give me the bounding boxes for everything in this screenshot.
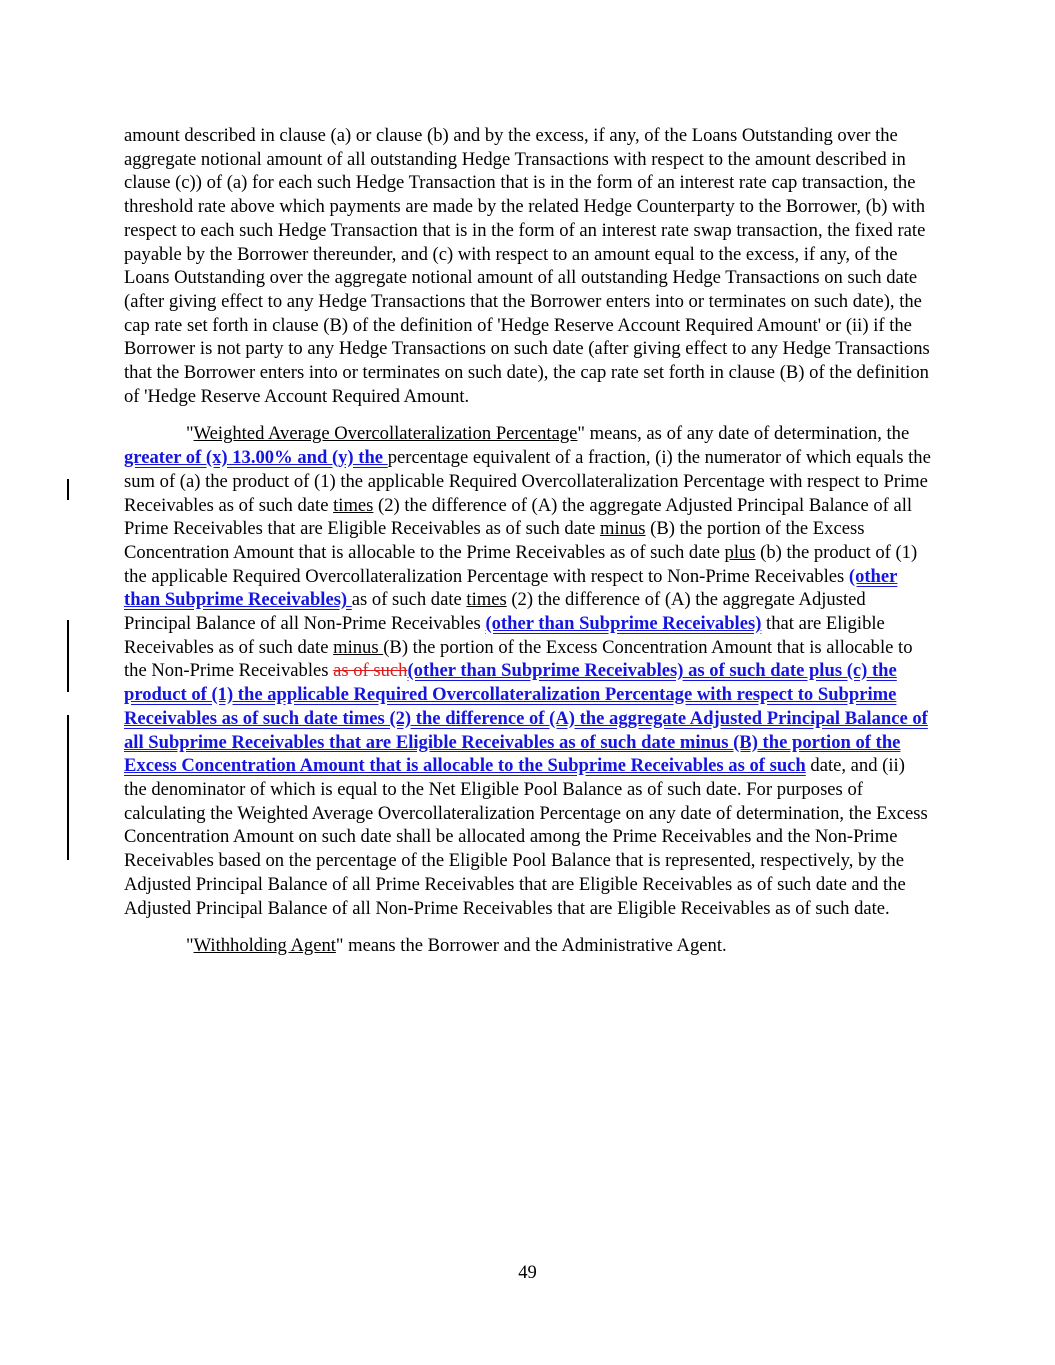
inserted-text: (other than Subprime Receivables) bbox=[485, 613, 762, 635]
page-number: 49 bbox=[518, 1262, 537, 1283]
inserted-text: (other than Subprime Receivables) bbox=[124, 565, 898, 611]
change-bar bbox=[67, 715, 69, 860]
definition-weighted-average-oc-percentage: "Weighted Average Overcollateralization Percentage" means, as of any date of determination, the greater of (x) 13.00% and (y) the percentage equivalent of a fraction, (i) the numerator of which equals the sum of (a) the product of (1) the applicable Required Overcollateralization Percentage with respect to Prime Receivables as of such date times (2) the difference of (A) the aggregate Adjusted Principal Balance of all Prime Receivables that are Eligible Receivables as of such date minus (B) the portion of the Excess Concentration Amount that is allocable to the Prime Receivables as of such date plus (b) the product of (1) the applicable Required Overcollateralization Percentage with respect to Non-Prime Receivables (other than Subprime Receivables) as of such date times (2) the difference of (A) the aggregate Adjusted Principal Balance of all Non-Prime Receivables (other than Subprime Receivables) that are Eligible Receivables as of such date minus (B) the portion of the Excess Concentration Amount that is allocable to the Non-Prime Receivables as of such(other than Subprime Receivables) as of such date plus (c) the product of (1) the applicable Required Overcollateralization Percentage with respect to Subprime Receivables as of such date times (2) the difference of (A) the aggregate Adjusted Principal Balance of all Subprime Receivables that are Eligible Receivables as of such date minus (B) the portion of the Excess Concentration Amount that is allocable to the Subprime Receivables as of such date, and (ii) the denominator of which is equal to the Net Eligible Pool Balance as of such date. For purposes of calculating the Weighted Average Overcollateralization Percentage on any date of determination, the Excess Concentration Amount on such date shall be allocated among the Prime Receivables and the Non-Prime Receivables based on the percentage of the Eligible Pool Balance that is represented, respectively, by the Adjusted Principal Balance of all Prime Receivables that are Eligible Receivables as of such date and the Adjusted Principal Balance of all Non-Prime Receivables that are Eligible Receivables as of such date. bbox=[124, 423, 931, 919]
change-bar bbox=[67, 479, 69, 500]
defined-term: Withholding Agent bbox=[193, 935, 336, 957]
inserted-text: (other than Subprime Receivables) as of such date plus (c) the product of (1) the applicable Required Overcollateralization Percentage with respect to Subprime Receivables as of such date times (2) the difference of (A) the aggregate Adjusted Principal Balance of all Subprime Receivables that are Eligible Receivables as of such date minus (B) the portion of the Excess Concentration Amount that is allocable to the Subprime Receivables as of such bbox=[124, 660, 928, 777]
paragraph-continued: amount described in clause (a) or clause (b) and by the excess, if any, of the Loans Outstanding over the aggregate notional amount of all outstanding Hedge Transactions with respect to the amount described in clause (c)) of (a) for each such Hedge Transaction that is in the form of an interest rate cap transaction, the threshold rate above which payments are made by the related Hedge Counterparty to the Borrower, (b) with respect to each such Hedge Transaction that is in the form of an interest rate swap transaction, the fixed rate payable by the Borrower thereunder, and (c) with respect to an amount equal to the excess, if any, of the Loans Outstanding over the aggregate notional amount of all outstanding Hedge Transactions on such date (after giving effect to any Hedge Transactions that the Borrower enters into or terminates on such date), the cap rate set forth in clause (B) of the definition of 'Hedge Reserve Account Required Amount' or (ii) if the Borrower is not party to any Hedge Transactions on such date (after giving effect to any Hedge Transactions that the Borrower enters into or terminates on such date), the cap rate set forth in clause (B) of the definition of 'Hedge Reserve Account Required Amount. bbox=[124, 125, 930, 407]
change-bar bbox=[67, 620, 69, 692]
inserted-text: greater of (x) 13.00% and (y) the bbox=[124, 447, 388, 469]
document-body bbox=[124, 124, 932, 958]
defined-term: Weighted Average Overcollateralization Percentage bbox=[193, 423, 578, 445]
deleted-text: as of such bbox=[333, 660, 408, 682]
definition-withholding-agent: "Withholding Agent" means the Borrower and the Administrative Agent. bbox=[186, 935, 727, 957]
